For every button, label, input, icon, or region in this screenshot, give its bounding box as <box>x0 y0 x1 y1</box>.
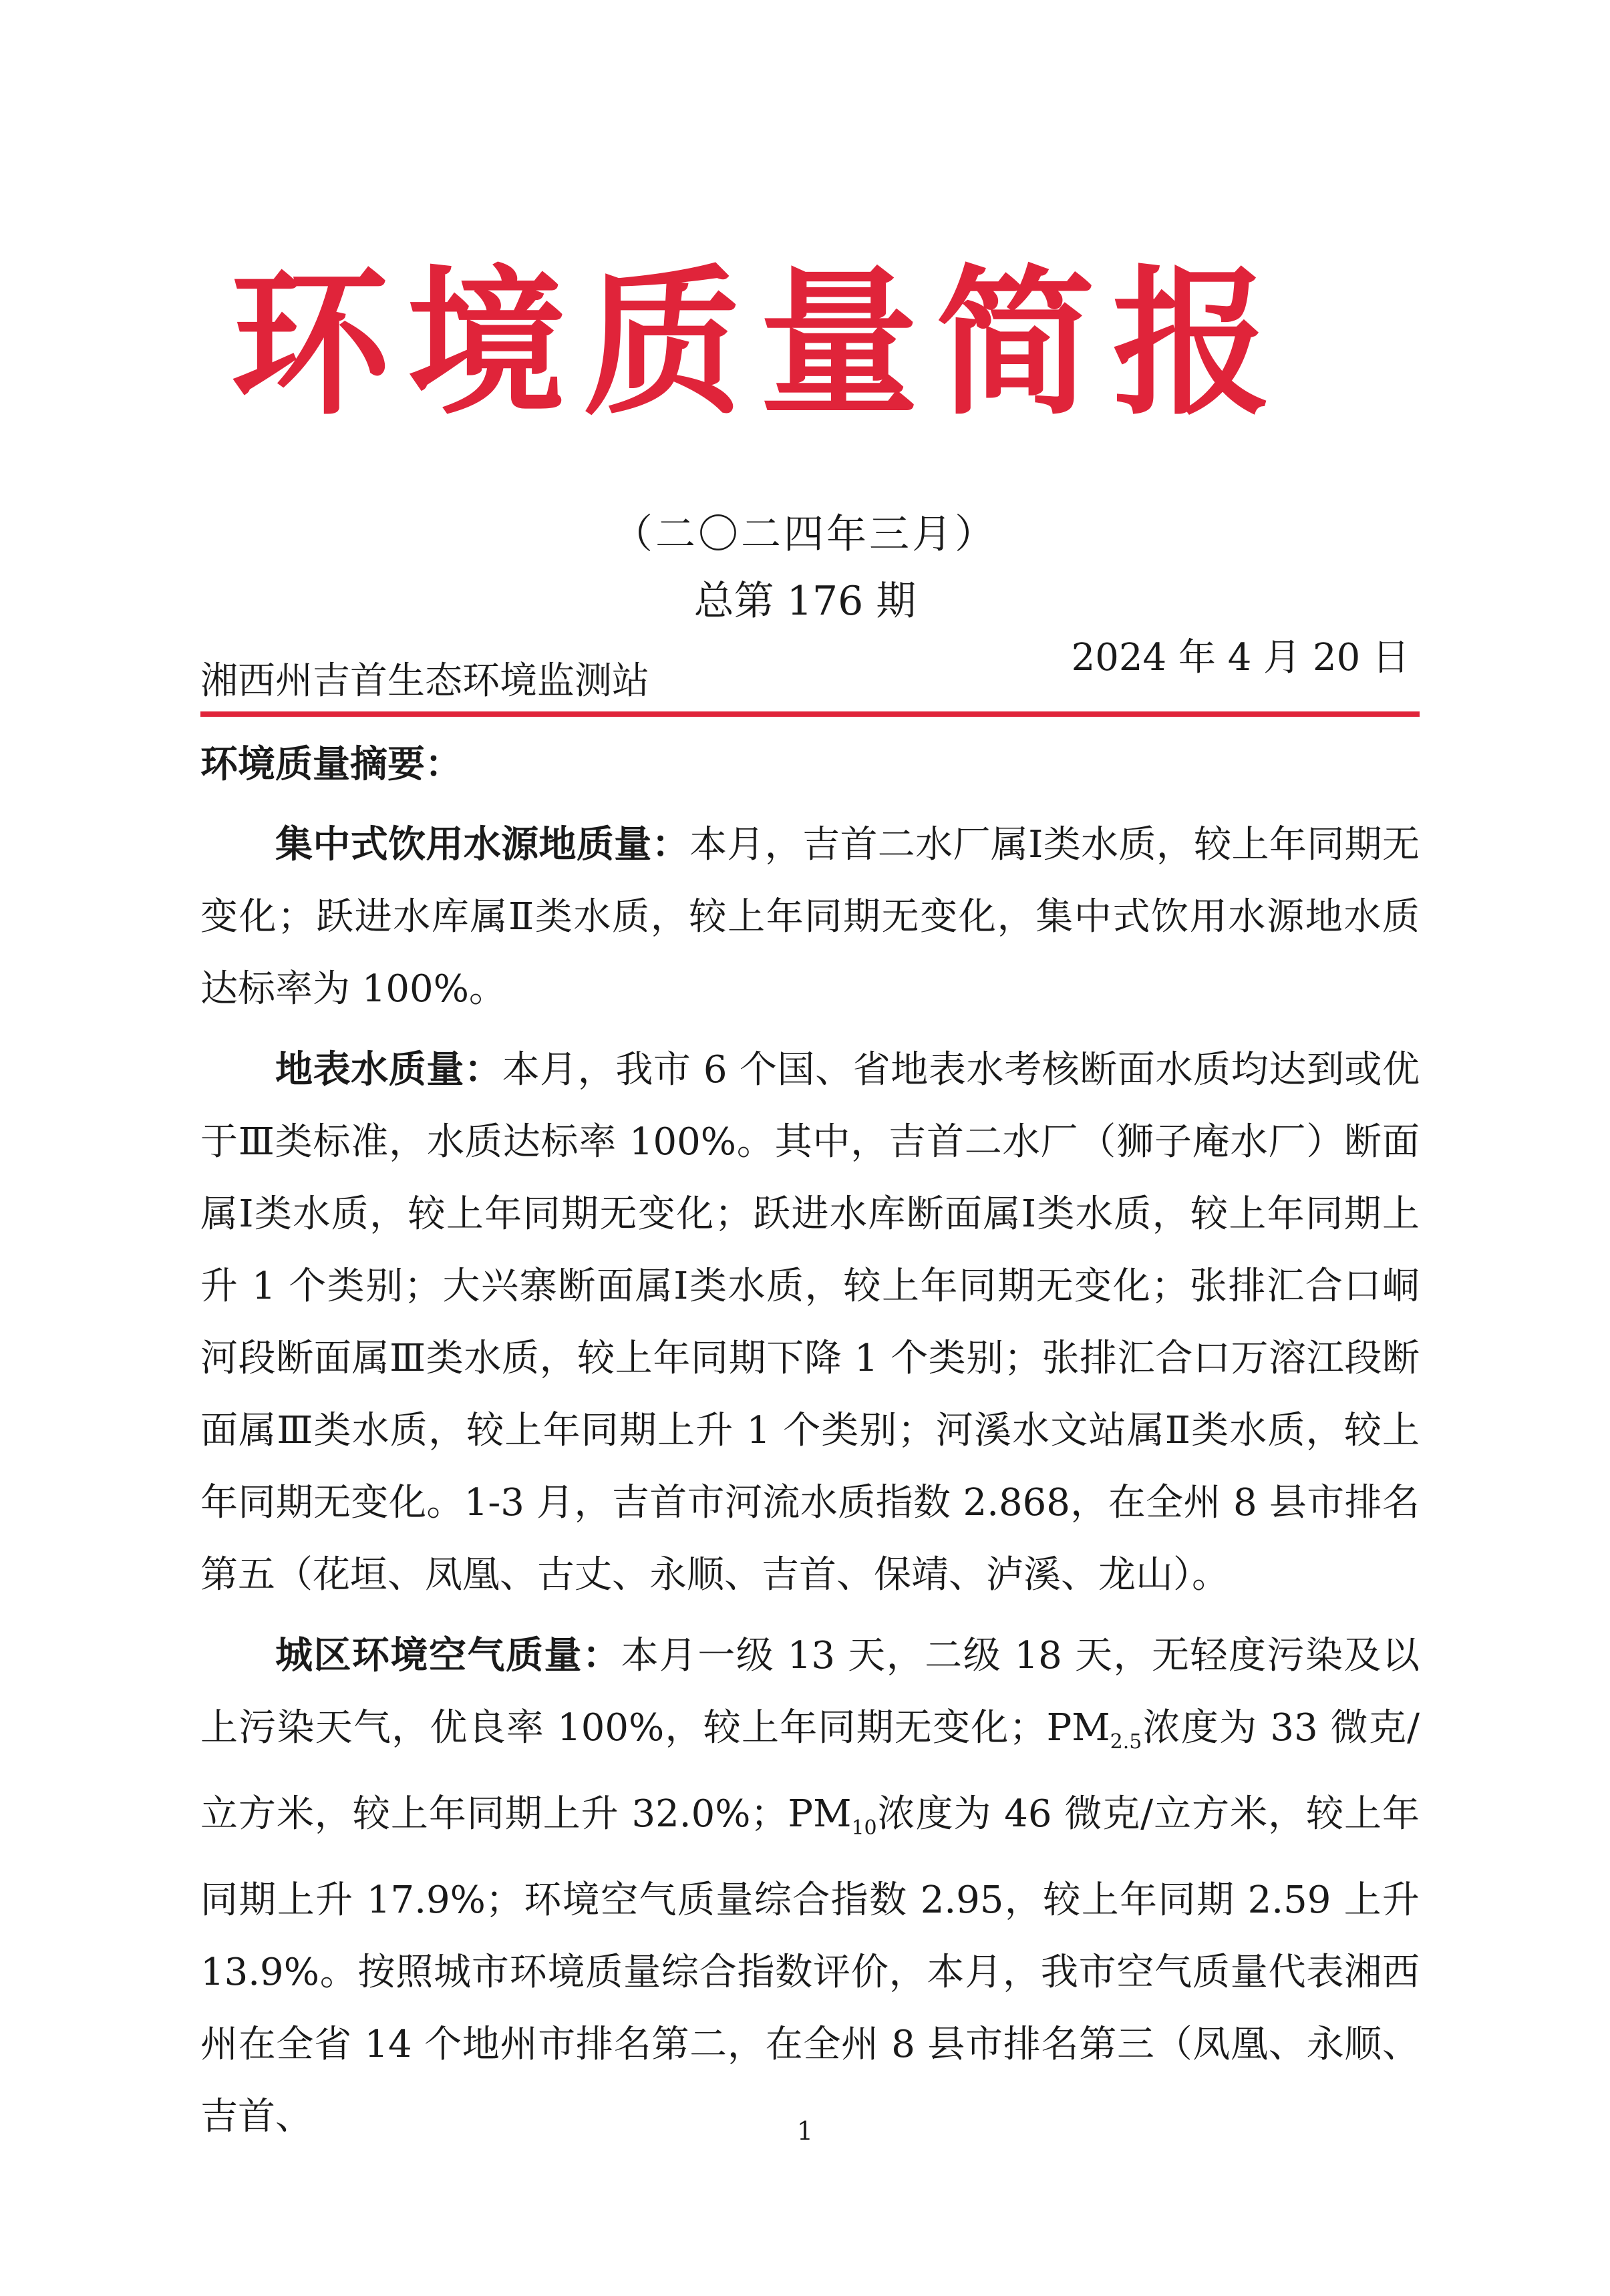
section-drinking-water <box>200 808 1420 1025</box>
pm25-subscript: 2.5 <box>1110 1730 1142 1754</box>
pm10-subscript: 10 <box>851 1816 877 1840</box>
section-text: 浓度为 46 微克/立方米，较上年同期上升 17.9%；环境空气质量综合指数 2.95，较上年同期 2.59 上升 13.9%。按照城市环境质量综合指数评价，本月，我市空气质量代表湘西州在全省 14 个地州市排名第二，在全州 8 县市排名第三（凤凰、永顺、吉首、 <box>200 1792 1420 2139</box>
section-text: 本月，我市 6 个国、省地表水考核断面水质均达到或优于Ⅲ类标准，水质达标率 100%。其中，吉首二水厂（狮子庵水厂）断面属Ⅰ类水质，较上年同期无变化；跃进水库断面属Ⅰ类水质，较上年同期上升 1 个类别；大兴寨断面属Ⅰ类水质，较上年同期无变化；张排汇合口峒河段断面属Ⅲ类水质，较上年同期下降 1 个类别；张排汇合口万溶江段断面属Ⅲ类水质，较上年同期上升 1 个类别；河溪水文站属Ⅱ类水质，较上年同期无变化。1-3 月，吉首市河流水质指数 2.868，在全州 8 县市排名第五（花垣、凤凰、古丈、永顺、吉首、保靖、泸溪、龙山）。 <box>200 1048 1420 1597</box>
section-lead: 集中式饮用水源地质量： <box>275 822 689 866</box>
bulletin-period: （二〇二四年三月） <box>613 511 997 558</box>
section-text: 本月一级 13 天，二级 18 天，无轻度污染及以上污染天气，优良率 100%，较上年同期无变化；PM <box>200 1634 1420 1750</box>
section-surface-water <box>200 1033 1420 1611</box>
issuing-station: 湘西州吉首生态环境监测站 <box>200 659 649 703</box>
issue-number: 总第 176 期 <box>693 578 917 625</box>
document-body <box>200 728 1420 2153</box>
section-text: 浓度为 33 微克/立方米，较上年同期上升 32.0%；PM <box>200 1706 1420 1836</box>
section-lead: 城区环境空气质量： <box>275 1633 621 1677</box>
summary-heading: 环境质量摘要： <box>200 742 462 786</box>
issue-date: 2024 年 4 月 20 日 <box>1071 636 1410 679</box>
page-number: 1 <box>796 2116 814 2146</box>
section-lead: 地表水质量： <box>275 1047 502 1092</box>
header-divider <box>200 711 1420 717</box>
bulletin-title: 环境质量简报 <box>230 251 1289 437</box>
section-air-quality <box>200 1619 1420 2153</box>
section-text: 本月，吉首二水厂属Ⅰ类水质，较上年同期无变化；跃进水库属Ⅱ类水质，较上年同期无变化，集中式饮用水源地水质达标率为 100%。 <box>200 823 1420 1011</box>
